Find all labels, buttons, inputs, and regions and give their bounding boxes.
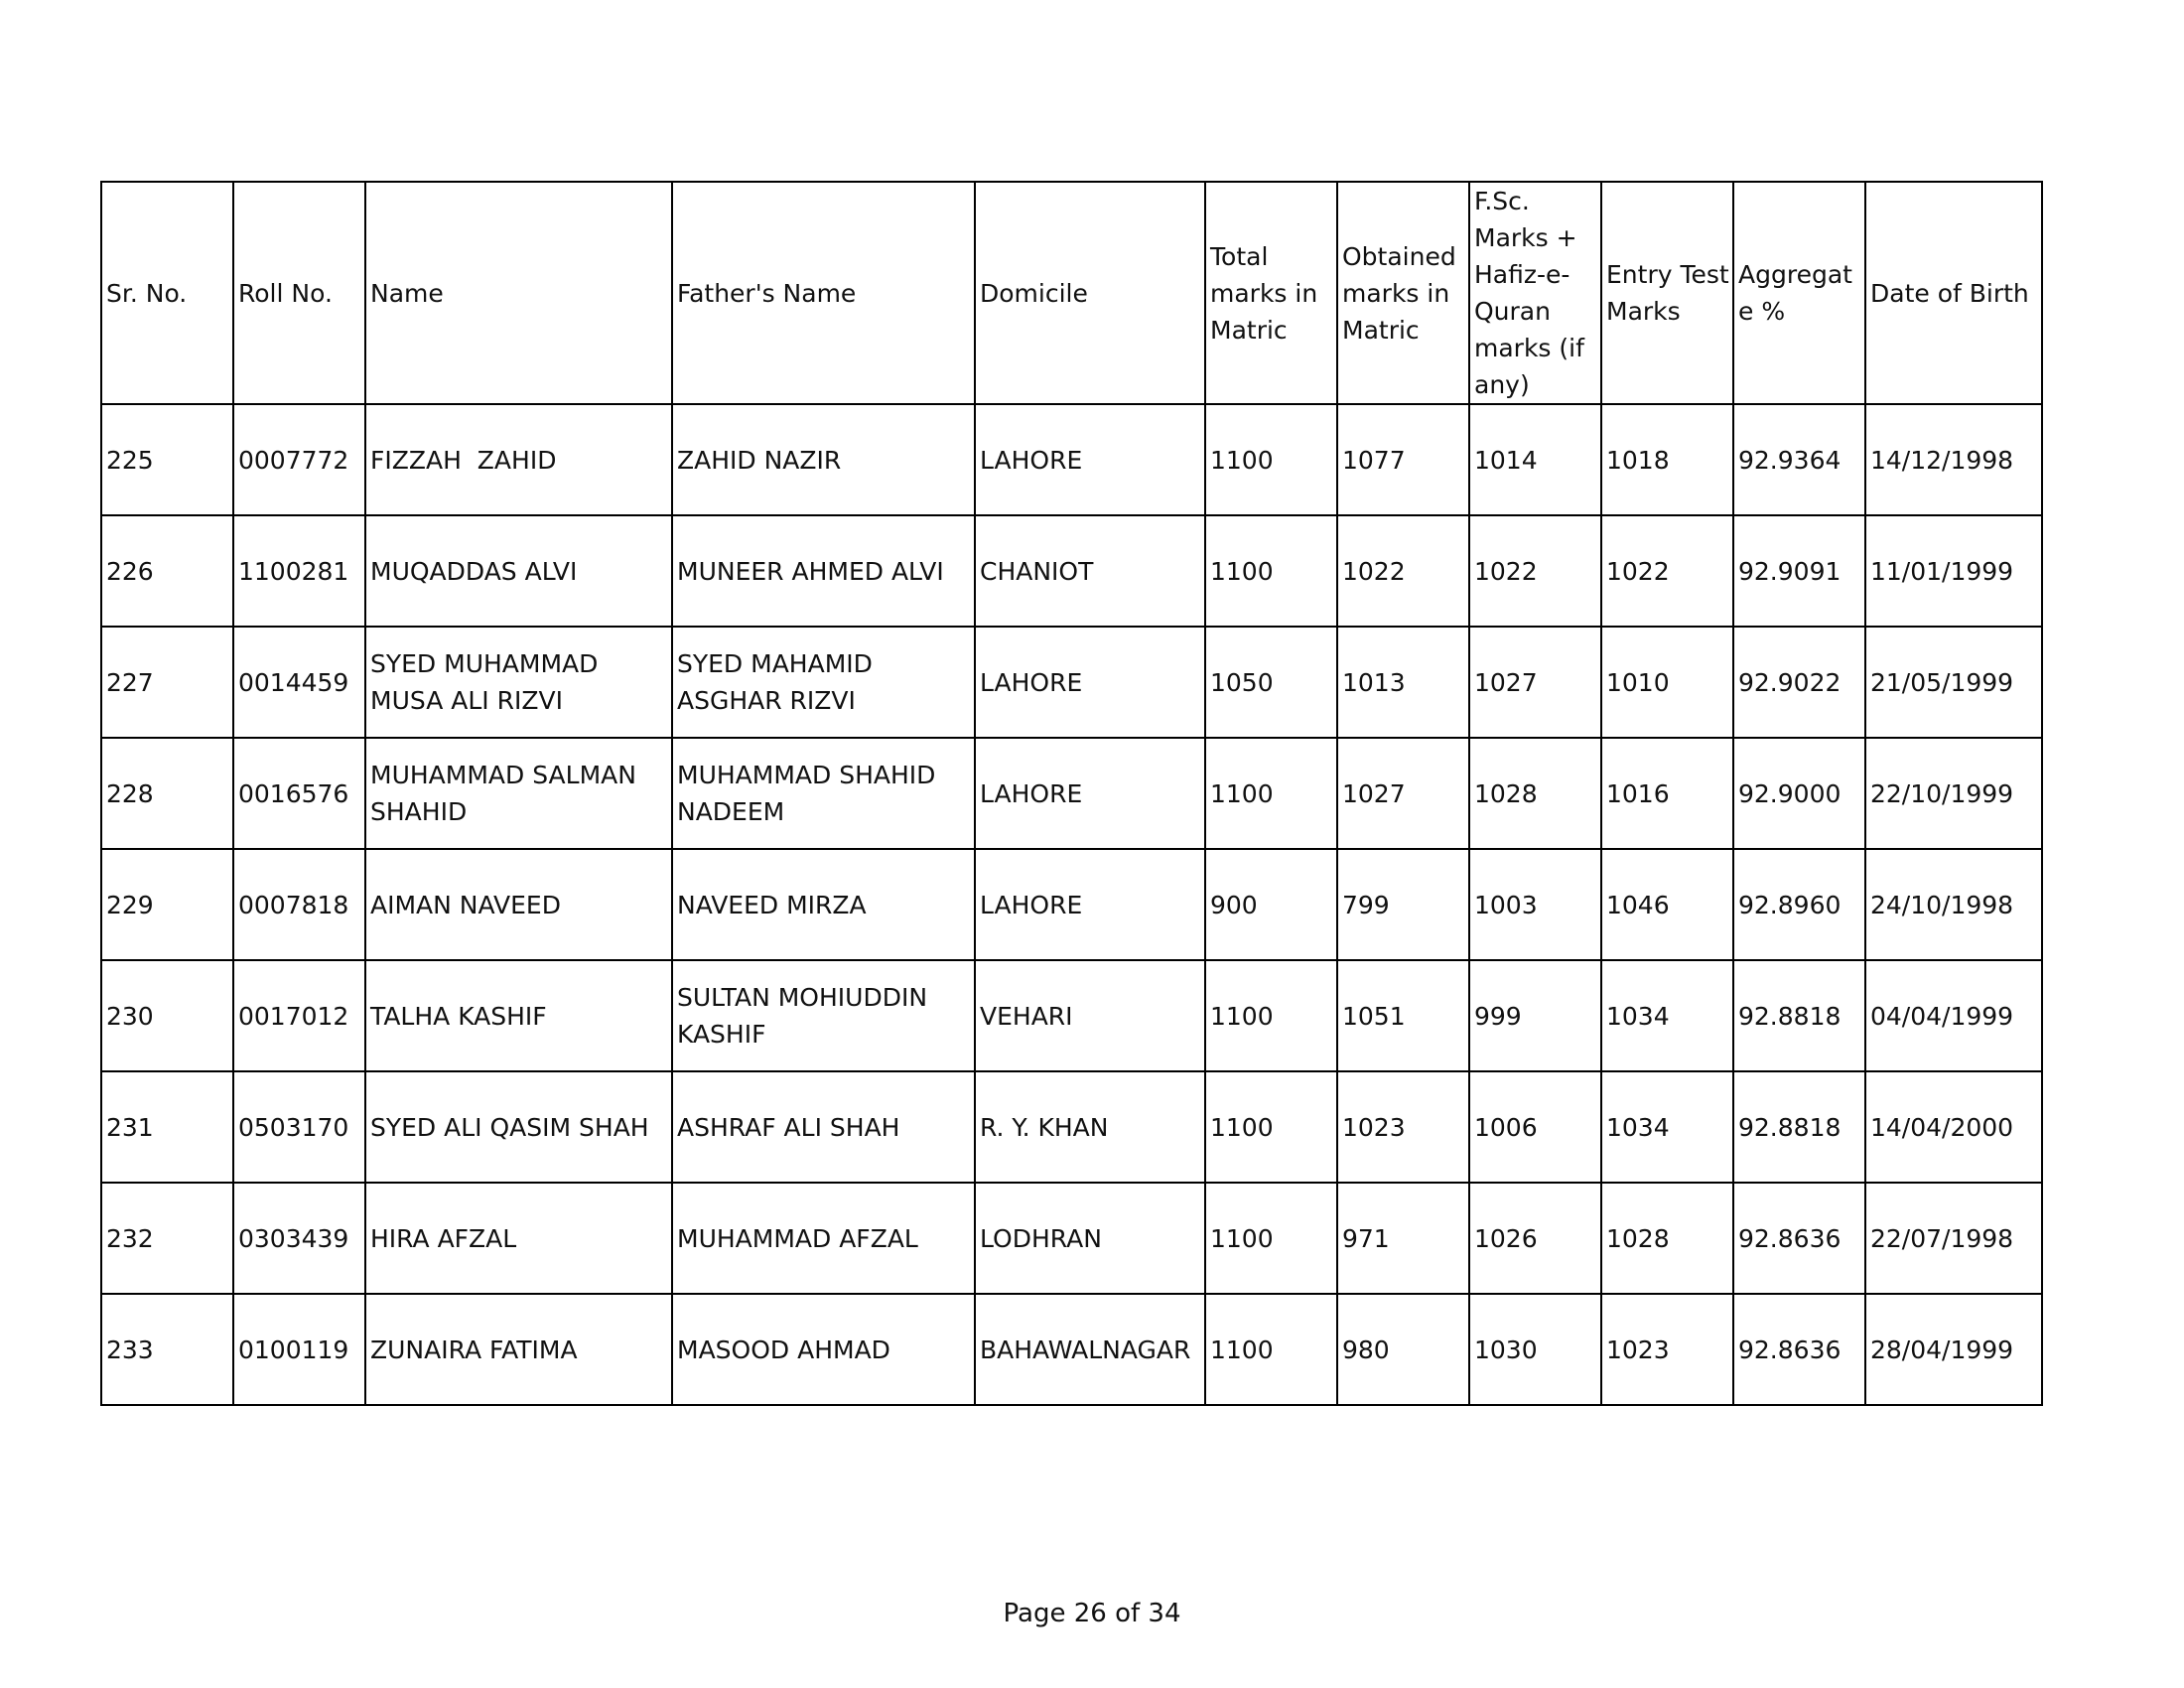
cell-entry-test: 1046 [1601,849,1733,960]
table-row [101,849,2042,960]
cell-obtained-marks: 799 [1337,849,1469,960]
cell-total-marks: 1100 [1205,515,1337,627]
cell-date-of-birth: 14/04/2000 [1865,1071,2042,1183]
header-obtained-marks-matric: Obtained marks in Matric [1337,182,1469,404]
cell-roll-no: 0503170 [233,1071,365,1183]
cell-domicile: LAHORE [975,404,1205,515]
cell-date-of-birth: 22/10/1999 [1865,738,2042,849]
cell-aggregate: 92.8636 [1733,1183,1865,1294]
cell-sr-no: 228 [101,738,233,849]
table-row [101,404,2042,515]
cell-name: AIMAN NAVEED [365,849,672,960]
cell-name: FIZZAH ZAHID [365,404,672,515]
cell-total-marks: 900 [1205,849,1337,960]
cell-father-name: NAVEED MIRZA [672,849,975,960]
cell-name: HIRA AFZAL [365,1183,672,1294]
cell-aggregate: 92.8960 [1733,849,1865,960]
table-row [101,738,2042,849]
cell-sr-no: 230 [101,960,233,1071]
header-domicile: Domicile [975,182,1205,404]
cell-obtained-marks: 980 [1337,1294,1469,1405]
cell-domicile: LAHORE [975,849,1205,960]
header-aggregate: Aggregate % [1733,182,1865,404]
header-entry-test-marks: Entry Test Marks [1601,182,1733,404]
cell-obtained-marks: 1022 [1337,515,1469,627]
merit-list-table [100,181,2043,1406]
header-sr-no: Sr. No. [101,182,233,404]
header-row [101,182,2042,404]
cell-aggregate: 92.8818 [1733,960,1865,1071]
cell-total-marks: 1100 [1205,1183,1337,1294]
cell-date-of-birth: 04/04/1999 [1865,960,2042,1071]
cell-father-name: MUHAMMAD AFZAL [672,1183,975,1294]
cell-fsc-marks: 1022 [1469,515,1601,627]
cell-aggregate: 92.9364 [1733,404,1865,515]
merit-list-sheet [100,181,2043,1406]
cell-date-of-birth: 22/07/1998 [1865,1183,2042,1294]
cell-name: MUHAMMAD SALMAN SHAHID [365,738,672,849]
cell-sr-no: 231 [101,1071,233,1183]
cell-sr-no: 225 [101,404,233,515]
cell-domicile: LAHORE [975,627,1205,738]
cell-father-name: MASOOD AHMAD [672,1294,975,1405]
cell-date-of-birth: 21/05/1999 [1865,627,2042,738]
cell-aggregate: 92.8636 [1733,1294,1865,1405]
header-name: Name [365,182,672,404]
header-roll-no: Roll No. [233,182,365,404]
cell-entry-test: 1023 [1601,1294,1733,1405]
cell-aggregate: 92.9000 [1733,738,1865,849]
cell-total-marks: 1100 [1205,404,1337,515]
cell-fsc-marks: 1006 [1469,1071,1601,1183]
cell-total-marks: 1050 [1205,627,1337,738]
cell-sr-no: 233 [101,1294,233,1405]
cell-sr-no: 226 [101,515,233,627]
cell-name: TALHA KASHIF [365,960,672,1071]
table-row [101,1183,2042,1294]
cell-entry-test: 1018 [1601,404,1733,515]
cell-roll-no: 0016576 [233,738,365,849]
table-row [101,1294,2042,1405]
cell-domicile: BAHAWALNAGAR [975,1294,1205,1405]
cell-roll-no: 0100119 [233,1294,365,1405]
header-date-of-birth: Date of Birth [1865,182,2042,404]
cell-fsc-marks: 1003 [1469,849,1601,960]
cell-roll-no: 0007772 [233,404,365,515]
cell-fsc-marks: 1026 [1469,1183,1601,1294]
cell-father-name: ZAHID NAZIR [672,404,975,515]
cell-date-of-birth: 11/01/1999 [1865,515,2042,627]
cell-aggregate: 92.8818 [1733,1071,1865,1183]
cell-total-marks: 1100 [1205,1071,1337,1183]
cell-aggregate: 92.9091 [1733,515,1865,627]
cell-fsc-marks: 1028 [1469,738,1601,849]
cell-roll-no: 1100281 [233,515,365,627]
cell-name: SYED MUHAMMAD MUSA ALI RIZVI [365,627,672,738]
header-total-marks-matric: Total marks in Matric [1205,182,1337,404]
cell-name: MUQADDAS ALVI [365,515,672,627]
cell-entry-test: 1010 [1601,627,1733,738]
cell-total-marks: 1100 [1205,960,1337,1071]
cell-sr-no: 232 [101,1183,233,1294]
cell-obtained-marks: 1027 [1337,738,1469,849]
cell-fsc-marks: 1027 [1469,627,1601,738]
header-fsc-marks: F.Sc. Marks + Hafiz-e-Quran marks (if any) [1469,182,1601,404]
table-row [101,1071,2042,1183]
cell-obtained-marks: 971 [1337,1183,1469,1294]
cell-sr-no: 229 [101,849,233,960]
cell-obtained-marks: 1077 [1337,404,1469,515]
cell-father-name: SULTAN MOHIUDDIN KASHIF [672,960,975,1071]
cell-fsc-marks: 999 [1469,960,1601,1071]
cell-roll-no: 0017012 [233,960,365,1071]
cell-entry-test: 1016 [1601,738,1733,849]
cell-father-name: SYED MAHAMID ASGHAR RIZVI [672,627,975,738]
cell-roll-no: 0014459 [233,627,365,738]
cell-domicile: CHANIOT [975,515,1205,627]
cell-entry-test: 1034 [1601,960,1733,1071]
cell-name: ZUNAIRA FATIMA [365,1294,672,1405]
cell-entry-test: 1034 [1601,1071,1733,1183]
cell-total-marks: 1100 [1205,738,1337,849]
cell-fsc-marks: 1014 [1469,404,1601,515]
cell-roll-no: 0303439 [233,1183,365,1294]
cell-name: SYED ALI QASIM SHAH [365,1071,672,1183]
cell-total-marks: 1100 [1205,1294,1337,1405]
cell-obtained-marks: 1051 [1337,960,1469,1071]
cell-domicile: LODHRAN [975,1183,1205,1294]
cell-date-of-birth: 14/12/1998 [1865,404,2042,515]
cell-date-of-birth: 28/04/1999 [1865,1294,2042,1405]
page-number: Page 26 of 34 [1003,1599,1181,1628]
cell-entry-test: 1022 [1601,515,1733,627]
header-father-name: Father's Name [672,182,975,404]
table-row [101,627,2042,738]
cell-date-of-birth: 24/10/1998 [1865,849,2042,960]
cell-obtained-marks: 1013 [1337,627,1469,738]
cell-domicile: VEHARI [975,960,1205,1071]
cell-roll-no: 0007818 [233,849,365,960]
cell-sr-no: 227 [101,627,233,738]
cell-father-name: MUHAMMAD SHAHID NADEEM [672,738,975,849]
cell-aggregate: 92.9022 [1733,627,1865,738]
cell-father-name: ASHRAF ALI SHAH [672,1071,975,1183]
table-row [101,960,2042,1071]
cell-fsc-marks: 1030 [1469,1294,1601,1405]
cell-obtained-marks: 1023 [1337,1071,1469,1183]
cell-domicile: LAHORE [975,738,1205,849]
table-row [101,515,2042,627]
cell-domicile: R. Y. KHAN [975,1071,1205,1183]
cell-entry-test: 1028 [1601,1183,1733,1294]
cell-father-name: MUNEER AHMED ALVI [672,515,975,627]
